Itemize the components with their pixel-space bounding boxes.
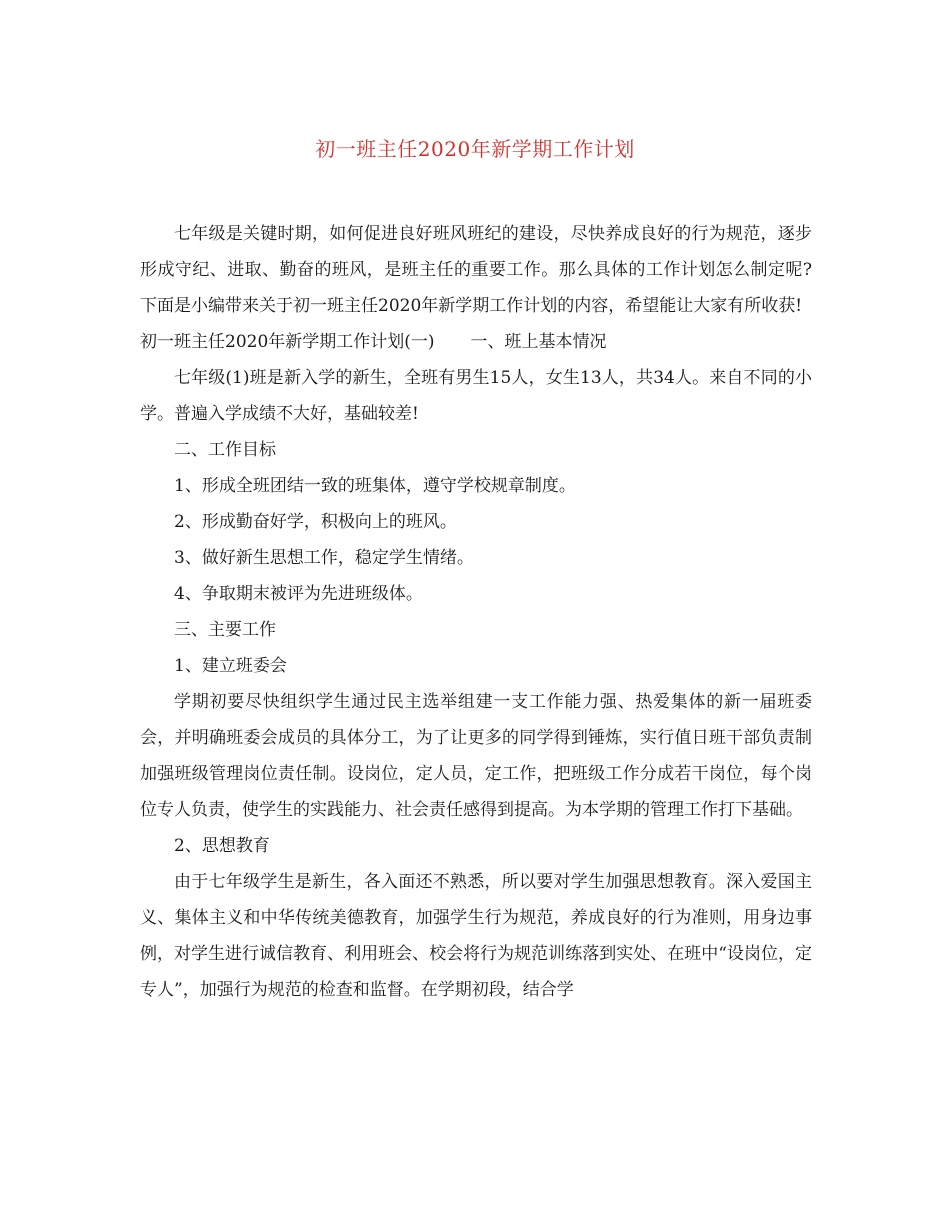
goal-item: 3、做好新生思想工作，稳定学生情绪。 <box>174 548 474 568</box>
goal-item: 1、形成全班团结一致的班集体，遵守学校规章制度。 <box>174 476 576 496</box>
section1-heading: 一、班上基本情况 <box>470 332 607 352</box>
section3-heading: 三、主要工作 <box>174 620 276 640</box>
plan-subtitle: 初一班主任2020年新学期工作计划(一) <box>140 332 435 352</box>
goal-item: 4、争取期末被评为先进班级体。 <box>174 584 423 604</box>
subtitle-line <box>140 324 812 360</box>
section1-paragraph: 七年级(1)班是新入学的新生，全班有男生15人，女生13人，共34人。来自不同的小学。普遍入学成绩不大好，基础较差! <box>140 368 812 424</box>
document-body <box>140 216 812 1008</box>
section2-heading: 二、工作目标 <box>174 440 276 460</box>
document-title: 初一班主任2020年新学期工作计划 <box>315 137 635 161</box>
intro-paragraph: 七年级是关键时期，如何促进良好班风班纪的建设，尽快养成良好的行为规范，逐步形成守纪、进取、勤奋的班风，是班主任的重要工作。那么具体的工作计划怎么制定呢?下面是小编带来关于初一班主任2020年新学期工作计划的内容，希望能让大家有所收获! <box>140 224 812 316</box>
goal-item: 2、形成勤奋好学，积极向上的班风。 <box>174 512 457 532</box>
item2-heading: 2、思想教育 <box>174 836 270 856</box>
item1-heading: 1、建立班委会 <box>174 656 287 676</box>
item1-paragraph: 学期初要尽快组织学生通过民主选举组建一支工作能力强、热爱集体的新一届班委会，并明确班委会成员的具体分工，为了让更多的同学得到锤炼，实行值日班干部负责制加强班级管理岗位责任制。设岗位，定人员，定工作，把班级工作分成若干岗位，每个岗位专人负责，使学生的实践能力、社会责任感得到提高。为本学期的管理工作打下基础。 <box>140 692 812 820</box>
item2-paragraph: 由于七年级学生是新生，各入面还不熟悉，所以要对学生加强思想教育。深入爱国主义、集体主义和中华传统美德教育，加强学生行为规范，养成良好的行为准则，用身边事例，对学生进行诚信教育、利用班会、校会将行为规范训练落到实处、在班中“设岗位，定专人”，加强行为规范的检查和监督。在学期初段，结合学 <box>140 872 812 1000</box>
